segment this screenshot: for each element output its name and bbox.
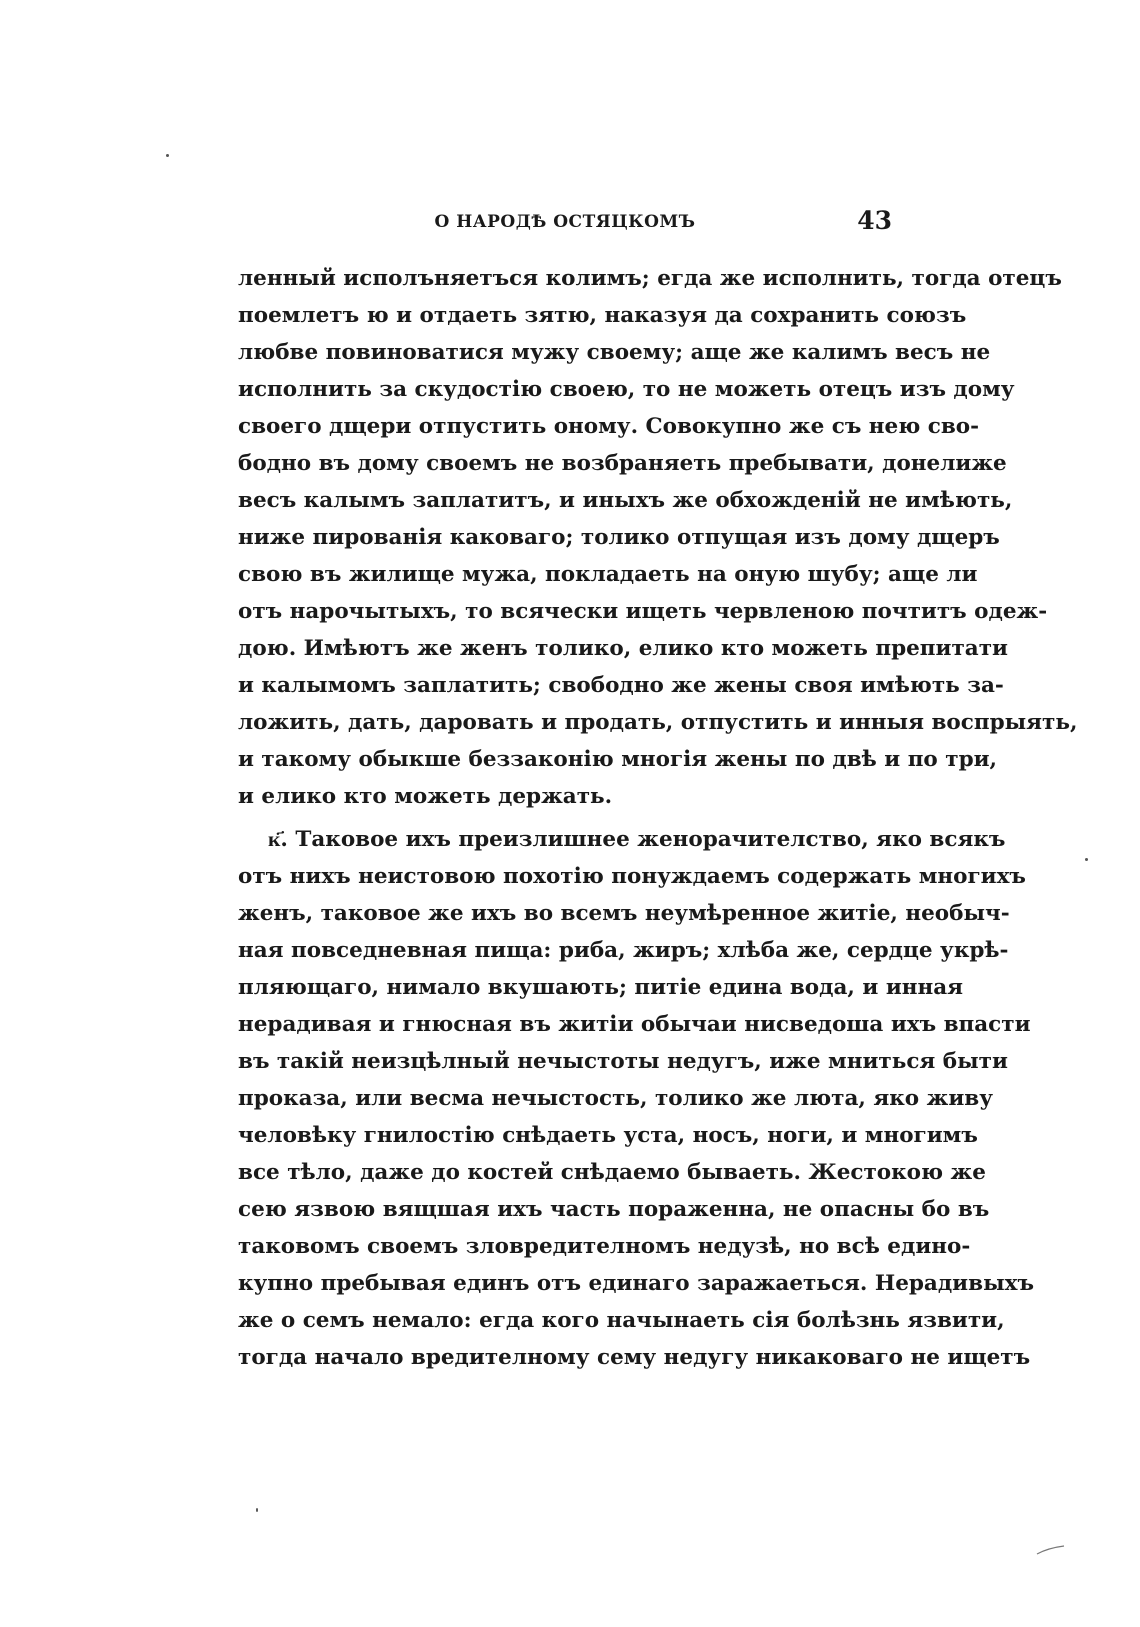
text-line: сею язвою вящшая ихъ часть пораженна, не опасны бо въ (238, 1197, 990, 1222)
body-text (238, 260, 1078, 1376)
scan-speck (166, 154, 169, 157)
text-line: нерадивая и гнюсная въ житіи обычаи нисведоша ихъ впасти (238, 1012, 1031, 1037)
text-line: ложить, дать, даровать и продать, отпустить и инныя воспрыять, (238, 710, 1078, 735)
text-line: женъ, таковое же ихъ во всемъ неумѣренное житіе, необыч- (238, 901, 1010, 926)
text-line: ленный исполъняетъся колимъ; егда же исполнить, тогда отецъ (238, 266, 1062, 291)
text-line: дою. Имѣютъ же женъ толико, елико кто можеть препитати (238, 636, 1008, 661)
text-line: и калымомъ заплатить; свободно же жены своя имѣють за- (238, 673, 1004, 698)
scan-speck (1085, 858, 1088, 861)
text-line: к҃. Таковое ихъ преизлишнее женорачителство, яко всякъ (268, 827, 1006, 852)
text-line: исполнить за скудостію своею, то не можеть отецъ изъ дому (238, 377, 1015, 402)
text-line: своего дщери отпустить оному. Совокупно же съ нею сво- (238, 414, 980, 439)
text-line: ная повседневная пища: риба, жиръ; хлѣба же, сердце укрѣ- (238, 938, 1009, 963)
text-line: и елико кто можеть держать. (238, 784, 613, 809)
text-line: тогда начало вредителному сему недугу никаковаго не ищетъ (238, 1345, 1031, 1370)
paragraph (238, 260, 1078, 815)
text-line: бодно въ дому своемъ не возбраняеть пребывати, донелиже (238, 451, 1007, 476)
text-line: отъ нарочытыхъ, то всячески ищеть червленою почтитъ одеж- (238, 599, 1048, 624)
running-head (238, 206, 892, 240)
text-line: проказа, или весма нечыстость, толико же люта, яко живу (238, 1086, 993, 1111)
running-title: О НАРОДѢ ОСТЯЦКОМЪ (434, 212, 696, 232)
text-line: все тѣло, даже до костей снѣдаемо бываеть. Жестокою же (238, 1160, 986, 1185)
text-line: отъ нихъ неистовою похотію понуждаемъ содержать многихъ (238, 864, 1026, 889)
text-line: таковомъ своемъ зловредителномъ недузѣ, но всѣ едино- (238, 1234, 971, 1259)
text-line: человѣку гнилостію снѣдаеть уста, носъ, ноги, и многимъ (238, 1123, 978, 1148)
text-line: ниже пированія каковаго; толико отпущая изъ дому дщеръ (238, 525, 1000, 550)
text-line: поемлетъ ю и отдаеть зятю, наказуя да сохранить союзъ (238, 303, 967, 328)
text-line: весъ калымъ заплатитъ, и иныхъ же обхожденій не имѣють, (238, 488, 1013, 513)
text-line: же о семъ немало: егда кого начынаеть сія болѣзнь язвити, (238, 1308, 1005, 1333)
text-line: купно пребывая единъ отъ единаго заражаеться. Нерадивыхъ (238, 1271, 1034, 1296)
text-line: пляющаго, нимало вкушають; питіе едина вода, и инная (238, 975, 964, 1000)
paragraph (238, 821, 1034, 1376)
text-line: и такому обыкше беззаконію многія жены по двѣ и по три, (238, 747, 998, 772)
text-line: въ такій неизцѣлный нечыстоты недугъ, иже мниться быти (238, 1049, 1008, 1074)
scan-stroke-mark (1036, 1545, 1066, 1555)
scan-speck (256, 1508, 258, 1512)
text-line: любве повиноватися мужу своему; аще же калимъ весъ не (238, 340, 991, 365)
page-number: 43 (857, 206, 892, 235)
text-line: свою въ жилище мужа, покладаеть на оную шубу; аще ли (238, 562, 978, 587)
